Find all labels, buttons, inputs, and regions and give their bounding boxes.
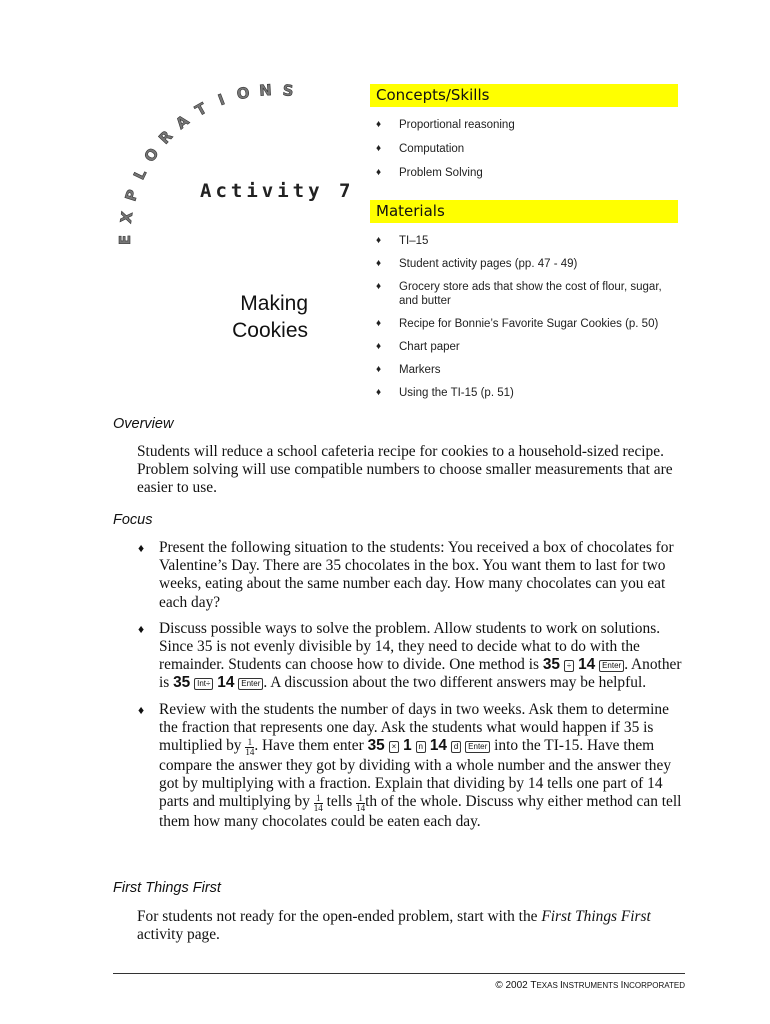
- concept-item: ♦ Computation: [374, 142, 674, 156]
- arc-letter: O: [234, 83, 252, 104]
- title-line-2: Cookies: [232, 319, 308, 342]
- key-number: 1: [403, 737, 412, 755]
- focus-item-3-text: th of the whole. Discuss why either method can tell them how many chocolates could be eaten each day.: [159, 793, 682, 831]
- footer-cap: I: [560, 980, 563, 991]
- enter-key-icon: Enter: [465, 741, 490, 753]
- key-number: 14: [578, 656, 596, 674]
- material-item: ♦ Student activity pages (pp. 47 - 49): [374, 257, 674, 271]
- materials-heading: Materials: [370, 200, 678, 223]
- first-things-first-heading: First Things First: [113, 880, 221, 896]
- arc-letter: S: [281, 81, 295, 101]
- key-number: 35: [367, 737, 385, 755]
- material-item: ♦ Chart paper: [374, 340, 674, 354]
- fraction-one-fourteenth: [356, 794, 365, 813]
- arc-letter: I: [215, 90, 228, 110]
- overview-text: Students will reduce a school cafeteria recipe for cookies to a household-sized recipe. Problem solving will use compatible numbers to choose smaller measurements that are easier to use.: [137, 443, 673, 497]
- fraction-denominator: 14: [356, 803, 366, 814]
- focus-item-1-text: Present the following situation to the students: You received a box of chocolates for Valentine’s Day. There are 35 chocolates in the box. You want them to last for two weeks, eating about the same number each day. How many chocolates can you eat each day?: [159, 539, 674, 611]
- footer-smallcaps: EXAS: [536, 981, 561, 990]
- overview-heading: Overview: [113, 416, 174, 432]
- material-item: ♦ Markers: [374, 363, 674, 377]
- arc-letter: E: [116, 234, 134, 246]
- int-divide-key-icon: Int÷: [194, 678, 213, 690]
- material-item: ♦ Using the TI-15 (p. 51): [374, 386, 674, 400]
- focus-item-3: [137, 701, 682, 832]
- footer-cap: T: [530, 980, 537, 991]
- key-number: 35: [173, 674, 191, 692]
- key-number: 14: [429, 737, 447, 755]
- fraction-denominator: 14: [245, 747, 255, 758]
- material-item: ♦ Recipe for Bonnie’s Favorite Sugar Cookies (p. 50): [374, 317, 674, 331]
- focus-item-2-text: . A discussion about the two different answers may be helpful.: [263, 674, 647, 692]
- focus-item-2-text: Discuss possible ways to solve the problem. Allow students to work on solutions. Since 35 is not evenly divisible by 14, they need to decide what to do with the remainder. Students can choose how to divide. One method is: [159, 619, 661, 674]
- arc-letter: X: [116, 210, 137, 225]
- arc-letter: R: [155, 127, 177, 148]
- focus-item-1: [137, 539, 682, 612]
- n-key-icon: n: [416, 741, 426, 753]
- concept-item: ♦ Problem Solving: [374, 166, 674, 180]
- focus-item-2: [137, 620, 682, 693]
- arc-letter: P: [121, 187, 142, 204]
- focus-item-3-text: . Have them enter: [254, 737, 368, 755]
- fraction-numerator: 1: [314, 794, 323, 804]
- enter-key-icon: Enter: [238, 678, 263, 690]
- focus-list: [137, 539, 682, 840]
- concepts-list: [374, 118, 674, 190]
- fraction-numerator: 1: [245, 738, 254, 748]
- footer-cap: I: [620, 980, 624, 991]
- concept-item: ♦ Proportional reasoning: [374, 118, 674, 132]
- fraction-one-fourteenth: [245, 738, 254, 757]
- material-item: ♦ Grocery store ads that show the cost of flour, sugar, and butter: [374, 280, 674, 308]
- footer-copyright: [440, 980, 685, 991]
- arc-letter: L: [129, 166, 151, 183]
- first-things-title-ref: First Things First: [541, 908, 651, 925]
- material-item: ♦ TI–15: [374, 234, 674, 248]
- first-things-first-text: [137, 908, 682, 944]
- footer-smallcaps: NCORPORATED: [623, 981, 685, 990]
- footer-divider: [113, 973, 685, 974]
- arc-letter: O: [140, 144, 163, 166]
- enter-key-icon: Enter: [599, 660, 624, 672]
- fraction-one-fourteenth: [314, 794, 323, 813]
- activity-title: [200, 290, 308, 344]
- explorations-arc-logo: [110, 80, 300, 250]
- title-line-1: Making: [240, 292, 308, 315]
- materials-list: [374, 234, 674, 409]
- d-key-icon: d: [451, 741, 461, 753]
- key-number: 35: [542, 656, 560, 674]
- arc-letter: N: [258, 80, 273, 100]
- focus-heading: Focus: [113, 512, 153, 528]
- activity-label: Activity 7: [200, 180, 355, 202]
- copyright-text: © 2002: [495, 980, 531, 991]
- footer-smallcaps: NSTRUMENTS: [562, 981, 621, 990]
- times-key-icon: ×: [389, 741, 400, 753]
- first-things-text: For students not ready for the open-ended problem, start with the: [137, 908, 542, 925]
- divide-key-icon: ÷: [564, 660, 574, 672]
- focus-item-3-text: tells: [322, 793, 357, 811]
- concepts-skills-heading: Concepts/Skills: [370, 84, 678, 107]
- arc-letter: T: [192, 99, 210, 120]
- key-number: 14: [217, 674, 235, 692]
- fraction-numerator: 1: [356, 794, 365, 804]
- focus-item-3-text: into the TI-15. Have them compare the answer they got by dividing with a whole number and the answer they got by multiplying with a fraction. Explain that dividing by 14 tells one part of 14 parts and multiplying by: [159, 737, 672, 811]
- focus-item-2-text: . Another is: [159, 656, 682, 692]
- focus-item-3-text: Review with the students the number of days in two weeks. Ask them to determine the fraction that represents one day. Ask the students what would happen if 35 is multiplied by: [159, 700, 669, 755]
- fraction-denominator: 14: [313, 803, 323, 814]
- first-things-text: activity page.: [137, 926, 220, 944]
- arc-letter: A: [172, 111, 193, 133]
